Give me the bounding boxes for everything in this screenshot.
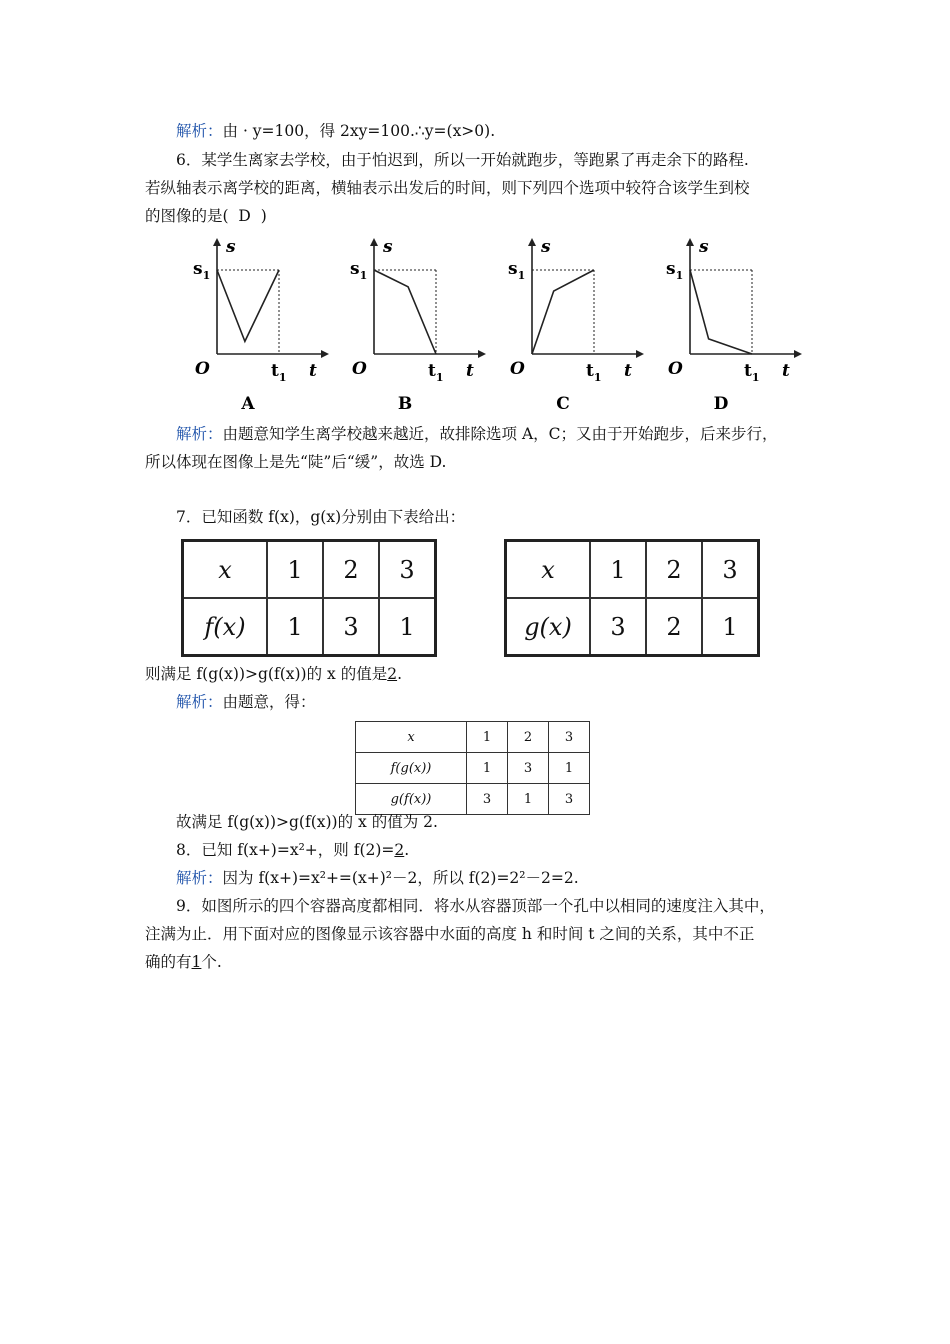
q8-stem-post: . <box>404 841 410 859</box>
table-cell: 3 <box>323 598 379 656</box>
graph-a <box>195 236 335 416</box>
distance-curve <box>374 270 436 354</box>
graph-b <box>352 236 492 416</box>
analysis-label: 解析： <box>176 869 223 887</box>
analysis-text: 由 · y=100，得 2xy=100.∴y=(x>0). <box>222 122 496 140</box>
table-cell: f(x) <box>183 598 268 656</box>
analysis-label: 解析： <box>176 425 223 443</box>
y-axis-arrow <box>213 238 221 246</box>
distance-curve <box>532 270 594 354</box>
graph-c <box>510 236 650 416</box>
table-cell: 2 <box>646 541 702 599</box>
table-cell: 1 <box>590 541 646 599</box>
table-row <box>506 598 759 656</box>
table-cell: 1 <box>467 722 508 753</box>
table-cell: x <box>183 541 268 599</box>
s-label: s <box>383 237 393 257</box>
table-cell: 2 <box>508 722 549 753</box>
t-label: t <box>309 361 317 381</box>
t1-label: $t_1$ <box>271 361 287 384</box>
table-cell: 3 <box>508 753 549 784</box>
analysis-text: 由题意，得： <box>222 693 316 711</box>
distance-curve <box>690 270 752 354</box>
origin-label: O <box>195 359 210 379</box>
q6-line3-post: ) <box>260 207 267 225</box>
table-cell: x <box>356 722 467 753</box>
table-cell: 2 <box>646 598 702 656</box>
s-label: s <box>226 237 236 257</box>
x-axis-arrow <box>478 350 486 358</box>
q9-line3 <box>145 951 222 973</box>
q7-result-pre: 则满足 f(g(x))>g(f(x))的 x 的值是 <box>145 665 388 683</box>
x-axis-arrow <box>321 350 329 358</box>
q7-conclusion: 故满足 f(g(x))>g(f(x))的 x 的值为 2. <box>176 813 438 831</box>
table-cell: 2 <box>323 541 379 599</box>
graph-svg <box>510 236 650 416</box>
table-row <box>183 541 436 599</box>
q6-analysis-line2: 所以体现在图像上是先“陡”后“缓”，故选 D. <box>145 453 447 471</box>
table-cell: 1 <box>702 598 759 656</box>
graph-svg <box>195 236 335 416</box>
q9-line2: 注满为止．用下面对应的图像显示该容器中水面的高度 h 和时间 t 之间的关系，其中不正 <box>145 925 755 943</box>
y-axis-arrow <box>686 238 694 246</box>
q5-analysis <box>176 120 495 142</box>
q6-line3-pre: 的图像的是( <box>145 207 229 225</box>
option-caption: D <box>713 394 729 414</box>
q6-answer: D <box>238 207 251 225</box>
q7-result-post: . <box>397 665 403 683</box>
table-cell: 1 <box>467 753 508 784</box>
q8-stem-answer: 2 <box>394 841 405 859</box>
table-cell: 1 <box>508 784 549 815</box>
option-caption: A <box>241 394 255 414</box>
t1-label: $t_1$ <box>428 361 444 384</box>
table-row <box>506 541 759 599</box>
t-label: t <box>782 361 790 381</box>
graph-d <box>668 236 808 416</box>
analysis-text: 由题意知学生离学校越来越近，故排除选项 A，C；又由于开始跑步，后来步行， <box>222 425 778 443</box>
q8-stem <box>176 839 409 861</box>
graph-svg <box>352 236 492 416</box>
table-cell: f(g(x)) <box>356 753 467 784</box>
s1-label: $s_1$ <box>193 259 211 282</box>
table-cell: x <box>506 541 591 599</box>
table-row <box>356 784 590 815</box>
q6-analysis-line1 <box>176 423 778 445</box>
q9-line3-post: 个. <box>201 953 222 971</box>
analysis-text: 因为 f(x+)=x²+=(x+)²－2，所以 f(2)=2²－2=2. <box>222 869 579 887</box>
s-label: s <box>541 237 551 257</box>
t-label: t <box>466 361 474 381</box>
origin-label: O <box>510 359 525 379</box>
table-row <box>356 753 590 784</box>
table-cell: 3 <box>590 598 646 656</box>
table-cell: 3 <box>549 784 590 815</box>
table-cell: 1 <box>267 598 323 656</box>
q9-answer: 1 <box>191 953 202 971</box>
table-cell: 3 <box>467 784 508 815</box>
q6-line3 <box>145 205 267 227</box>
table-cell: 3 <box>379 541 436 599</box>
table-g <box>504 539 760 657</box>
graph-svg <box>668 236 808 416</box>
t1-label: $t_1$ <box>586 361 602 384</box>
table-cell: 3 <box>549 722 590 753</box>
q6-line2: 若纵轴表示离学校的距离，横轴表示出发后的时间，则下列四个选项中较符合该学生到校 <box>145 179 750 197</box>
s1-label: $s_1$ <box>666 259 684 282</box>
q7-result <box>145 663 402 685</box>
table-cell: g(x) <box>506 598 591 656</box>
analysis-label: 解析： <box>176 122 223 140</box>
q7-stem: 7．已知函数 f(x)，g(x)分别由下表给出： <box>176 508 466 526</box>
s-label: s <box>699 237 709 257</box>
table-f <box>181 539 437 657</box>
table-row <box>183 598 436 656</box>
table-cell: 1 <box>379 598 436 656</box>
s1-label: $s_1$ <box>350 259 368 282</box>
x-axis-arrow <box>794 350 802 358</box>
analysis-label: 解析： <box>176 693 223 711</box>
q8-analysis <box>176 867 579 889</box>
q7-result-answer: 2 <box>387 665 398 683</box>
option-caption: C <box>556 394 570 414</box>
table-cell: 1 <box>549 753 590 784</box>
q9-line1: 9．如图所示的四个容器高度都相同．将水从容器顶部一个孔中以相同的速度注入其中， <box>176 897 775 915</box>
q9-line3-pre: 确的有 <box>145 953 192 971</box>
y-axis-arrow <box>528 238 536 246</box>
table-cell: 1 <box>267 541 323 599</box>
distance-curve <box>217 270 279 341</box>
table-cell: g(f(x)) <box>356 784 467 815</box>
t-label: t <box>624 361 632 381</box>
table-cell: 3 <box>702 541 759 599</box>
origin-label: O <box>668 359 683 379</box>
y-axis-arrow <box>370 238 378 246</box>
table-row <box>356 722 590 753</box>
table-composite <box>355 721 590 815</box>
t1-label: $t_1$ <box>744 361 760 384</box>
q8-stem-pre: 8．已知 f(x+)=x²+，则 f(2)= <box>176 841 395 859</box>
origin-label: O <box>352 359 367 379</box>
s1-label: $s_1$ <box>508 259 526 282</box>
x-axis-arrow <box>636 350 644 358</box>
q7-analysis <box>176 691 316 713</box>
q6-line1: 6．某学生离家去学校，由于怕迟到，所以一开始就跑步，等跑累了再走余下的路程. <box>176 151 749 169</box>
option-caption: B <box>397 394 413 414</box>
